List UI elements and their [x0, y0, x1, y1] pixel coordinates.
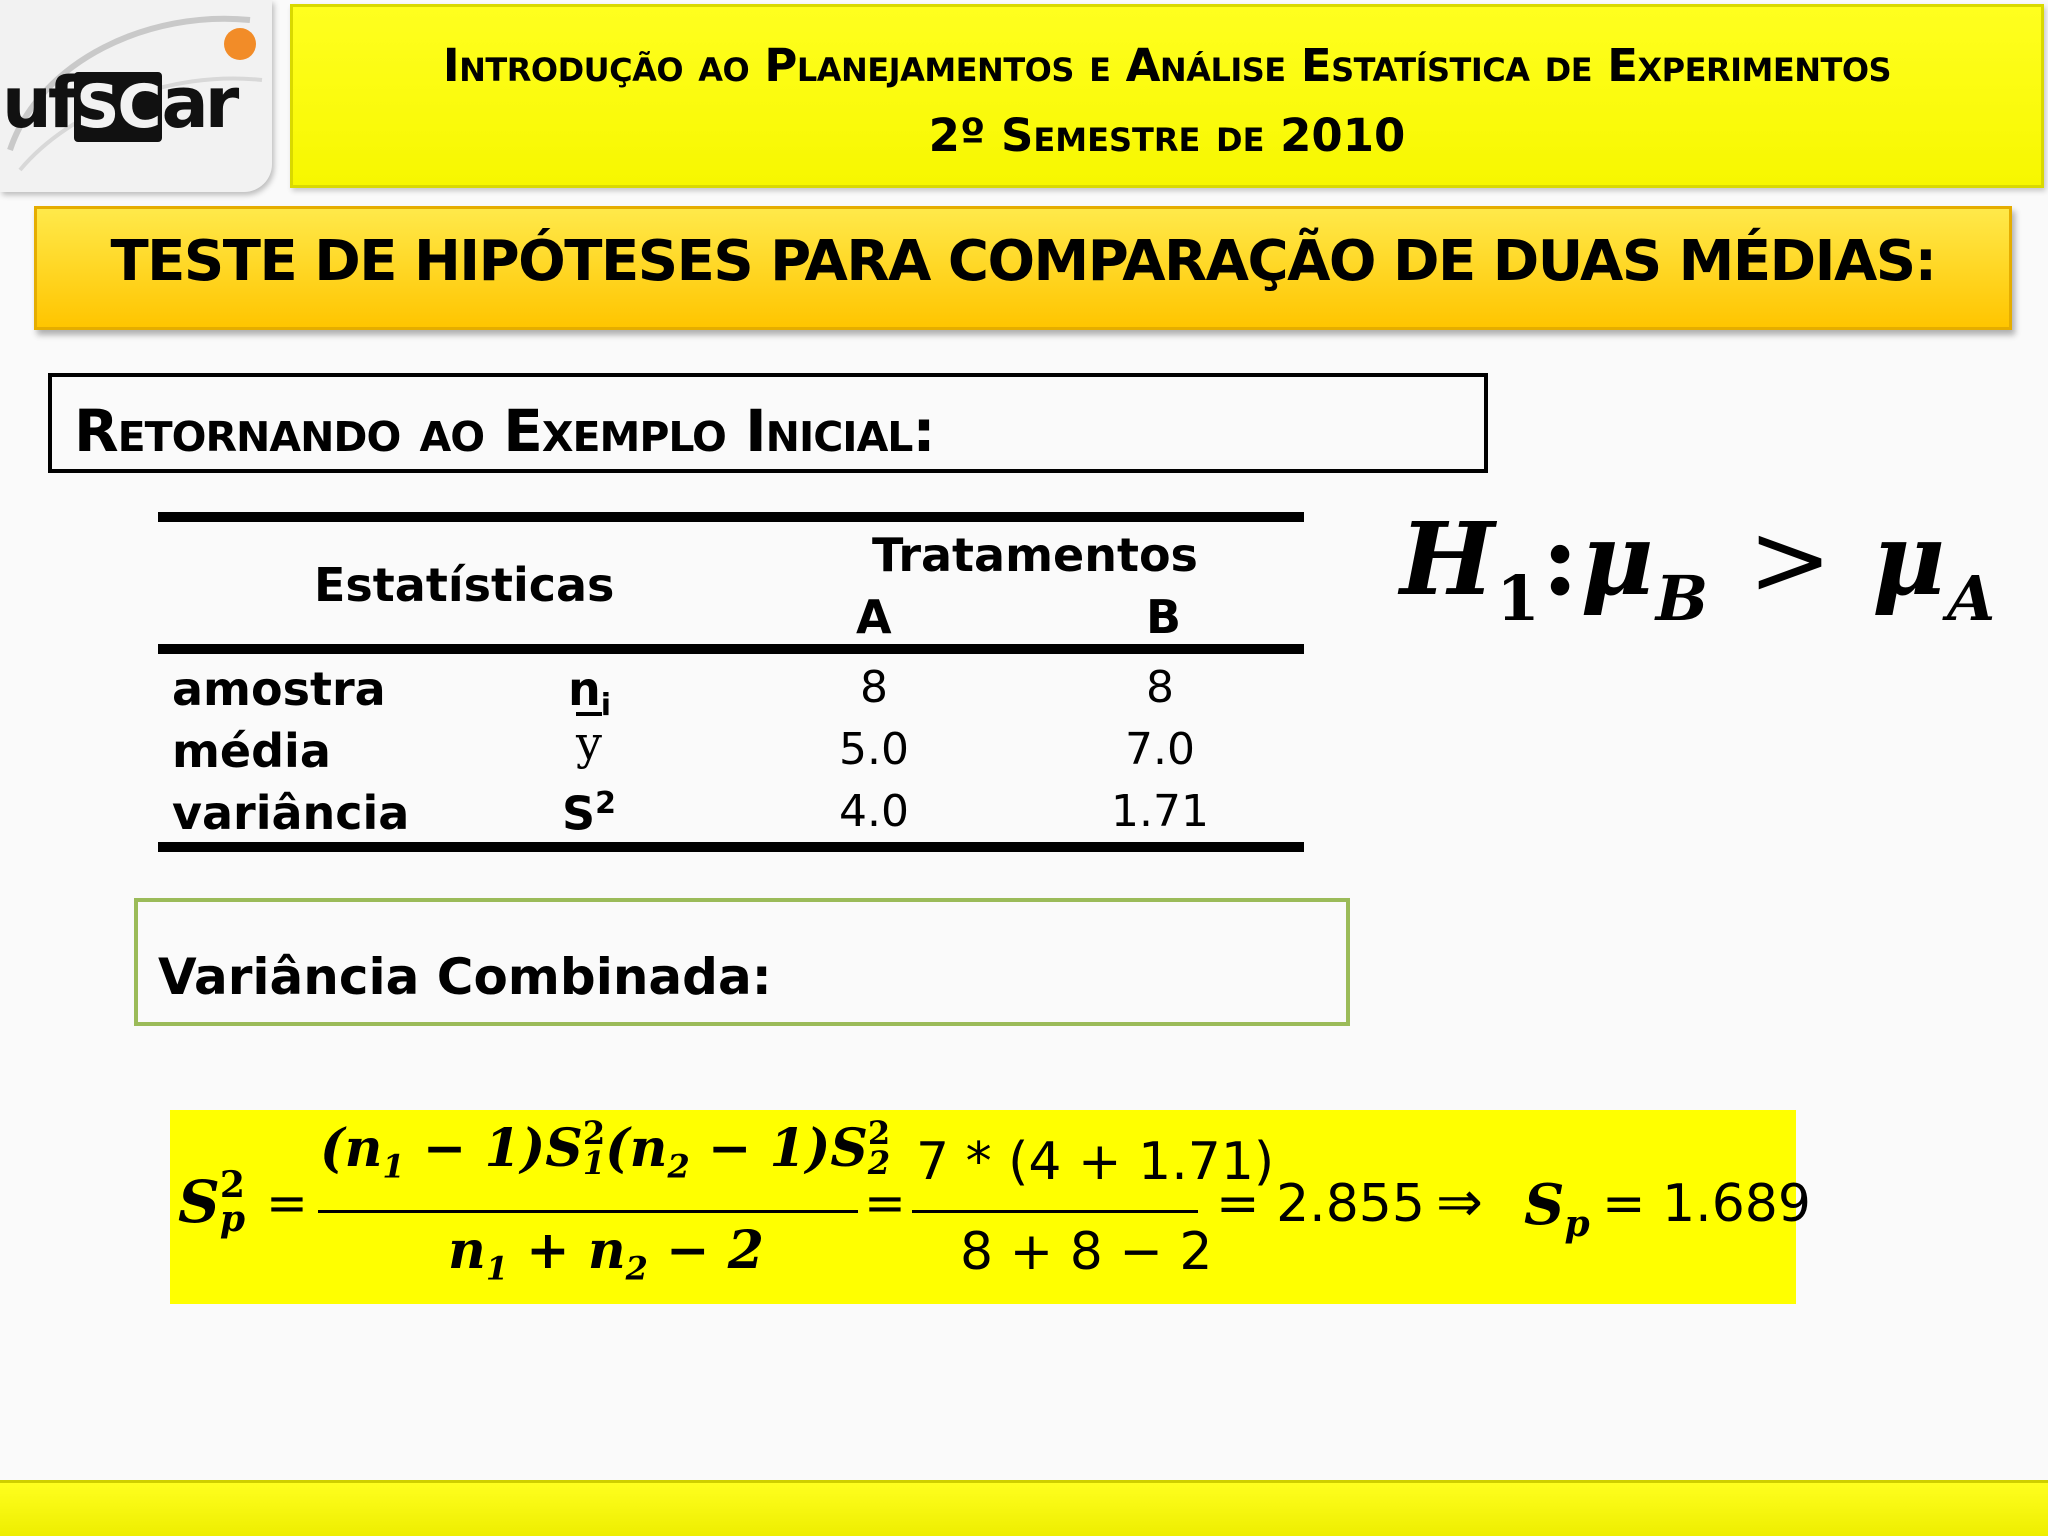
sp-result-sub: p	[1564, 1203, 1590, 1246]
pooled-variance-label: Variância Combinada:	[158, 948, 772, 1006]
pooled-variance-formula	[170, 1110, 1811, 1304]
den-sub1: 1	[485, 1249, 509, 1288]
fraction-2-bar	[912, 1210, 1198, 1213]
table-top-rule	[158, 512, 1304, 522]
mu-a-symbol: μ	[1871, 500, 1948, 618]
sp-symbol: S	[178, 1168, 220, 1236]
row-symbol-n	[568, 662, 611, 723]
sp-value: = 1.689	[1602, 1174, 1811, 1234]
table-header-rule	[158, 644, 1304, 654]
h-symbol: H	[1400, 500, 1497, 618]
slide-title-bar	[34, 206, 2012, 330]
cell-amostra-a: 8	[860, 662, 888, 713]
footer-bar	[0, 1480, 2048, 1536]
cell-media-b: 7.0	[1125, 724, 1195, 775]
course-header	[290, 4, 2044, 188]
cell-amostra-b: 8	[1146, 662, 1174, 713]
mu-b-subscript: B	[1655, 562, 1711, 635]
row-label-variancia: variância	[172, 786, 410, 840]
num2-open: (n	[605, 1118, 668, 1179]
alternative-hypothesis	[1400, 500, 1997, 635]
pooled-variance-box	[134, 898, 1350, 1026]
header-tratamentos: Tratamentos	[872, 528, 1198, 582]
header-col-a: A	[856, 590, 892, 644]
h-colon: :	[1541, 500, 1581, 618]
formula-eq-2: =	[864, 1174, 906, 1232]
symbol-y: $\overline{y}$	[576, 716, 602, 770]
greater-than-symbol: >	[1748, 501, 1834, 618]
row-symbol-ybar	[576, 716, 602, 770]
slide-title: TESTE DE HIPÓTESES PARA COMPARAÇÃO DE DUAS MÉDIAS:	[110, 229, 1936, 294]
cell-variancia-b: 1.71	[1111, 786, 1209, 837]
row-label-amostra: amostra	[172, 662, 386, 716]
logo-text-suffix: ar	[161, 62, 236, 144]
den-n1: n	[448, 1220, 486, 1281]
den-plus-n2: + n	[508, 1220, 626, 1281]
fraction-1-bar	[318, 1210, 858, 1213]
row-symbol-s2	[562, 786, 616, 840]
den-minus-2: − 2	[647, 1220, 764, 1281]
header-col-b: B	[1146, 590, 1182, 644]
num2-sub: 2	[667, 1147, 690, 1186]
symbol-n: n	[568, 662, 601, 716]
cell-variancia-a: 4.0	[839, 786, 909, 837]
section-heading: Retornando ao Exemplo Inicial:	[74, 397, 935, 465]
symbol-n-sub: i	[600, 688, 612, 724]
mu-b-symbol: μ	[1580, 500, 1656, 618]
ufscar-logo	[0, 0, 272, 192]
logo-text-prefix: uf	[2, 62, 75, 144]
header-estatisticas: Estatísticas	[314, 558, 615, 612]
num1-sup: 2	[582, 1114, 606, 1152]
fraction-2-denominator: 8 + 8 − 2	[960, 1222, 1213, 1282]
num1-rest: − 1)S	[404, 1118, 583, 1179]
h-subscript: 1	[1496, 562, 1542, 635]
fraction-1-denominator	[448, 1220, 764, 1287]
implies-arrow: ⇒	[1436, 1170, 1483, 1235]
section-heading-box	[48, 373, 1488, 473]
sp-symbol-result	[1524, 1172, 1590, 1245]
den-sub2: 2	[625, 1249, 648, 1288]
num1-sub: 1	[382, 1147, 405, 1186]
sp-letter: S	[1524, 1172, 1565, 1238]
formula-lhs	[178, 1164, 246, 1240]
sp-sup: 2	[219, 1164, 245, 1206]
logo-text-inverse: SC	[76, 72, 160, 142]
formula-eq-1: =	[266, 1174, 308, 1232]
symbol-s-sup: 2	[595, 786, 617, 821]
semester-label: 2º Semestre de 2010	[928, 109, 1406, 162]
num1-sub2: 1	[582, 1144, 606, 1182]
symbol-s: S	[562, 786, 596, 841]
logo-wordmark	[2, 62, 235, 144]
table-bottom-rule	[158, 842, 1304, 852]
num2-rest: − 1)S	[689, 1118, 868, 1179]
num2-sub2: 2	[867, 1144, 891, 1182]
logo-orange-dot	[224, 28, 256, 60]
mu-a-subscript: A	[1947, 562, 1998, 635]
sp-sub: p	[219, 1198, 246, 1240]
fraction-2-numerator: 7 * (4 + 1.71)	[916, 1132, 1275, 1192]
row-label-media: média	[172, 724, 331, 778]
formula-result: = 2.855	[1216, 1174, 1425, 1234]
num1-open: (n	[320, 1118, 383, 1179]
fraction-1-numerator	[320, 1114, 891, 1186]
cell-media-a: 5.0	[839, 724, 909, 775]
num2-sup: 2	[867, 1114, 891, 1152]
course-title: Introdução ao Planejamentos e Análise Estatística de Experimentos	[442, 39, 1892, 92]
